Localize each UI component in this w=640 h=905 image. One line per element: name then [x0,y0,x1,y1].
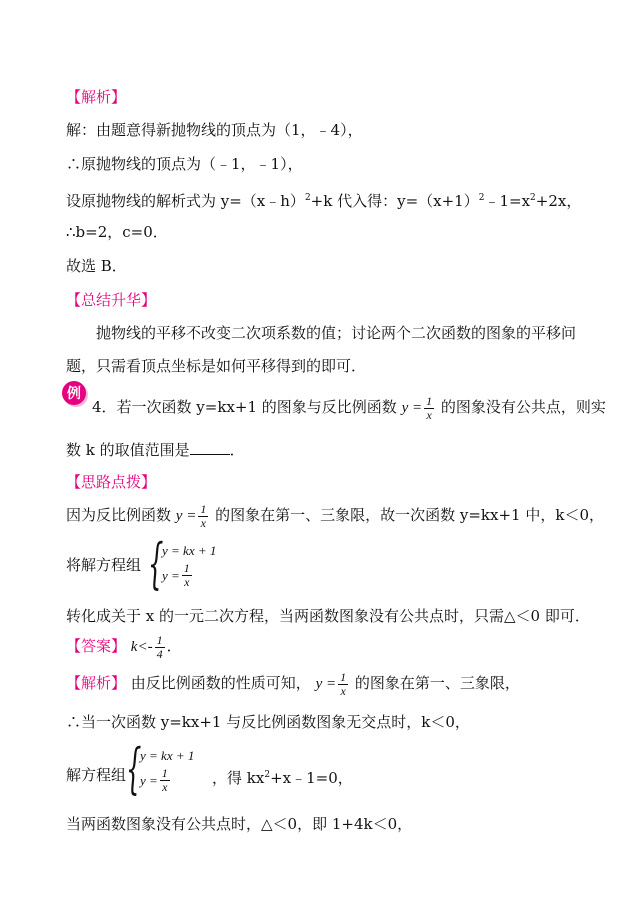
system-2-fraction-num: 1 [161,765,168,780]
summary-tag: 【总结升华】 [66,291,157,309]
exp-1: 2 [304,193,311,203]
hint-line-2: 将解方程组 [66,556,142,574]
system-row-2-lhs: y = [162,567,180,583]
answer-tag: 【答案】 [66,637,127,655]
fraction-1-over-x [424,395,434,422]
answer-fraction-num: 1 [156,632,163,647]
analysis-2-text-a: 由反比例函数的性质可知， [130,674,311,692]
question-text-b: 的图象没有公共点，则实 [440,398,606,416]
fraction-denominator: x [426,407,432,422]
analysis-2-line-3b [212,765,353,788]
analysis-2-fraction [338,671,348,698]
system-fraction-den: x [184,574,190,589]
answer-blank [190,440,230,455]
system-fraction [182,562,192,589]
analysis-line-4: ∴b=2，c=0． [66,223,168,241]
answer-fraction-den: 4 [156,646,163,661]
question-text-d: ． [229,441,245,459]
hint-fraction-lhs: y = [175,508,197,524]
answer-end: ． [166,637,182,655]
analysis-2-fraction-num: 1 [340,669,347,684]
analysis-line-5: 故选 B． [66,257,127,275]
system-2-fraction [160,767,170,794]
summary-para-1: 抛物线的平移不改变二次项系数的值；讨论两个二次函数的图象的平移问 [96,324,577,342]
analysis-tag-2: 【解析】 [66,674,127,692]
example-question-line-1 [92,392,606,423]
analysis-2-line-3a: 解方程组 [66,766,127,784]
analysis-2-line-1 [66,668,520,699]
system-2-row-2 [140,767,194,794]
system-2-fraction-den: x [162,779,168,794]
analysis-2-text-3c: +x﹣1=0， [270,769,353,787]
analysis-line-3b: +k 代入得：y=（x+1） [310,192,479,210]
analysis-line-3c: ﹣1=x [484,192,531,210]
example-question-line-2 [66,440,245,460]
equation-system-1 [148,532,217,595]
hint-text-a: 因为反比例函数 [66,506,172,524]
analysis-2-fraction-lhs: y = [315,676,337,692]
analysis-2-text-3b: ，得 kx [212,769,265,787]
example-badge: 例 [62,381,86,405]
analysis-2-fraction-den: x [340,683,346,698]
analysis-2-line-4: 当两函数图象没有公共点时，△＜0，即 1+4k＜0， [66,815,413,833]
system-2-row-2-lhs: y = [140,772,158,788]
analysis-2-line-2: ∴当一次函数 y=kx+1 与反比例函数图象无交点时，k＜0， [66,713,470,731]
exp-2: 2 [478,193,485,203]
analysis-line-3a: 设原抛物线的解析式为 y=（x﹣h） [66,192,305,210]
hint-fraction [198,503,208,530]
hint-fraction-num: 1 [200,501,207,516]
answer-fraction [155,634,165,661]
hint-line-1 [66,500,604,531]
brace-2: { [126,737,142,800]
brace: { [148,532,164,595]
exp-4: 2 [264,770,271,780]
question-text-c: 数 k 的取值范围是 [66,441,190,459]
fraction-numerator: 1 [426,393,433,408]
system-row-2 [162,562,216,589]
analysis-2-text-b: 的图象在第一、三象限， [354,674,520,692]
exp-3: 2 [530,193,536,203]
fraction-lhs: y = [401,400,423,416]
equation-system-2 [126,737,195,800]
system-row-1: y = kx + 1 [162,543,217,558]
analysis-line-2: ∴原抛物线的顶点为（﹣1，﹣1）， [66,155,303,173]
system-fraction-num: 1 [183,560,190,575]
hint-fraction-den: x [200,515,206,530]
hint-text-b: 的图象在第一、三象限，故一次函数 y=kx+1 中，k＜0， [215,506,604,524]
analysis-tag-1: 【解析】 [66,88,127,106]
answer-lhs: k<- [130,639,153,655]
analysis-line-1: 解：由题意得新抛物线的顶点为（1，﹣4）， [66,121,363,139]
hint-line-3: 转化成关于 x 的一元二次方程，当两函数图象没有公共点时，只需△＜0 即可． [66,607,590,625]
summary-para-2: 题，只需看顶点坐标是如何平移得到的即可． [66,357,367,375]
analysis-line-3 [66,188,581,211]
system-2-row-1: y = kx + 1 [140,748,195,763]
hint-tag: 【思路点拨】 [66,473,157,491]
question-text-a: 4．若一次函数 y=kx+1 的图象与反比例函数 [92,398,397,416]
analysis-line-3d: +2x， [535,192,582,210]
answer-line [66,633,182,661]
